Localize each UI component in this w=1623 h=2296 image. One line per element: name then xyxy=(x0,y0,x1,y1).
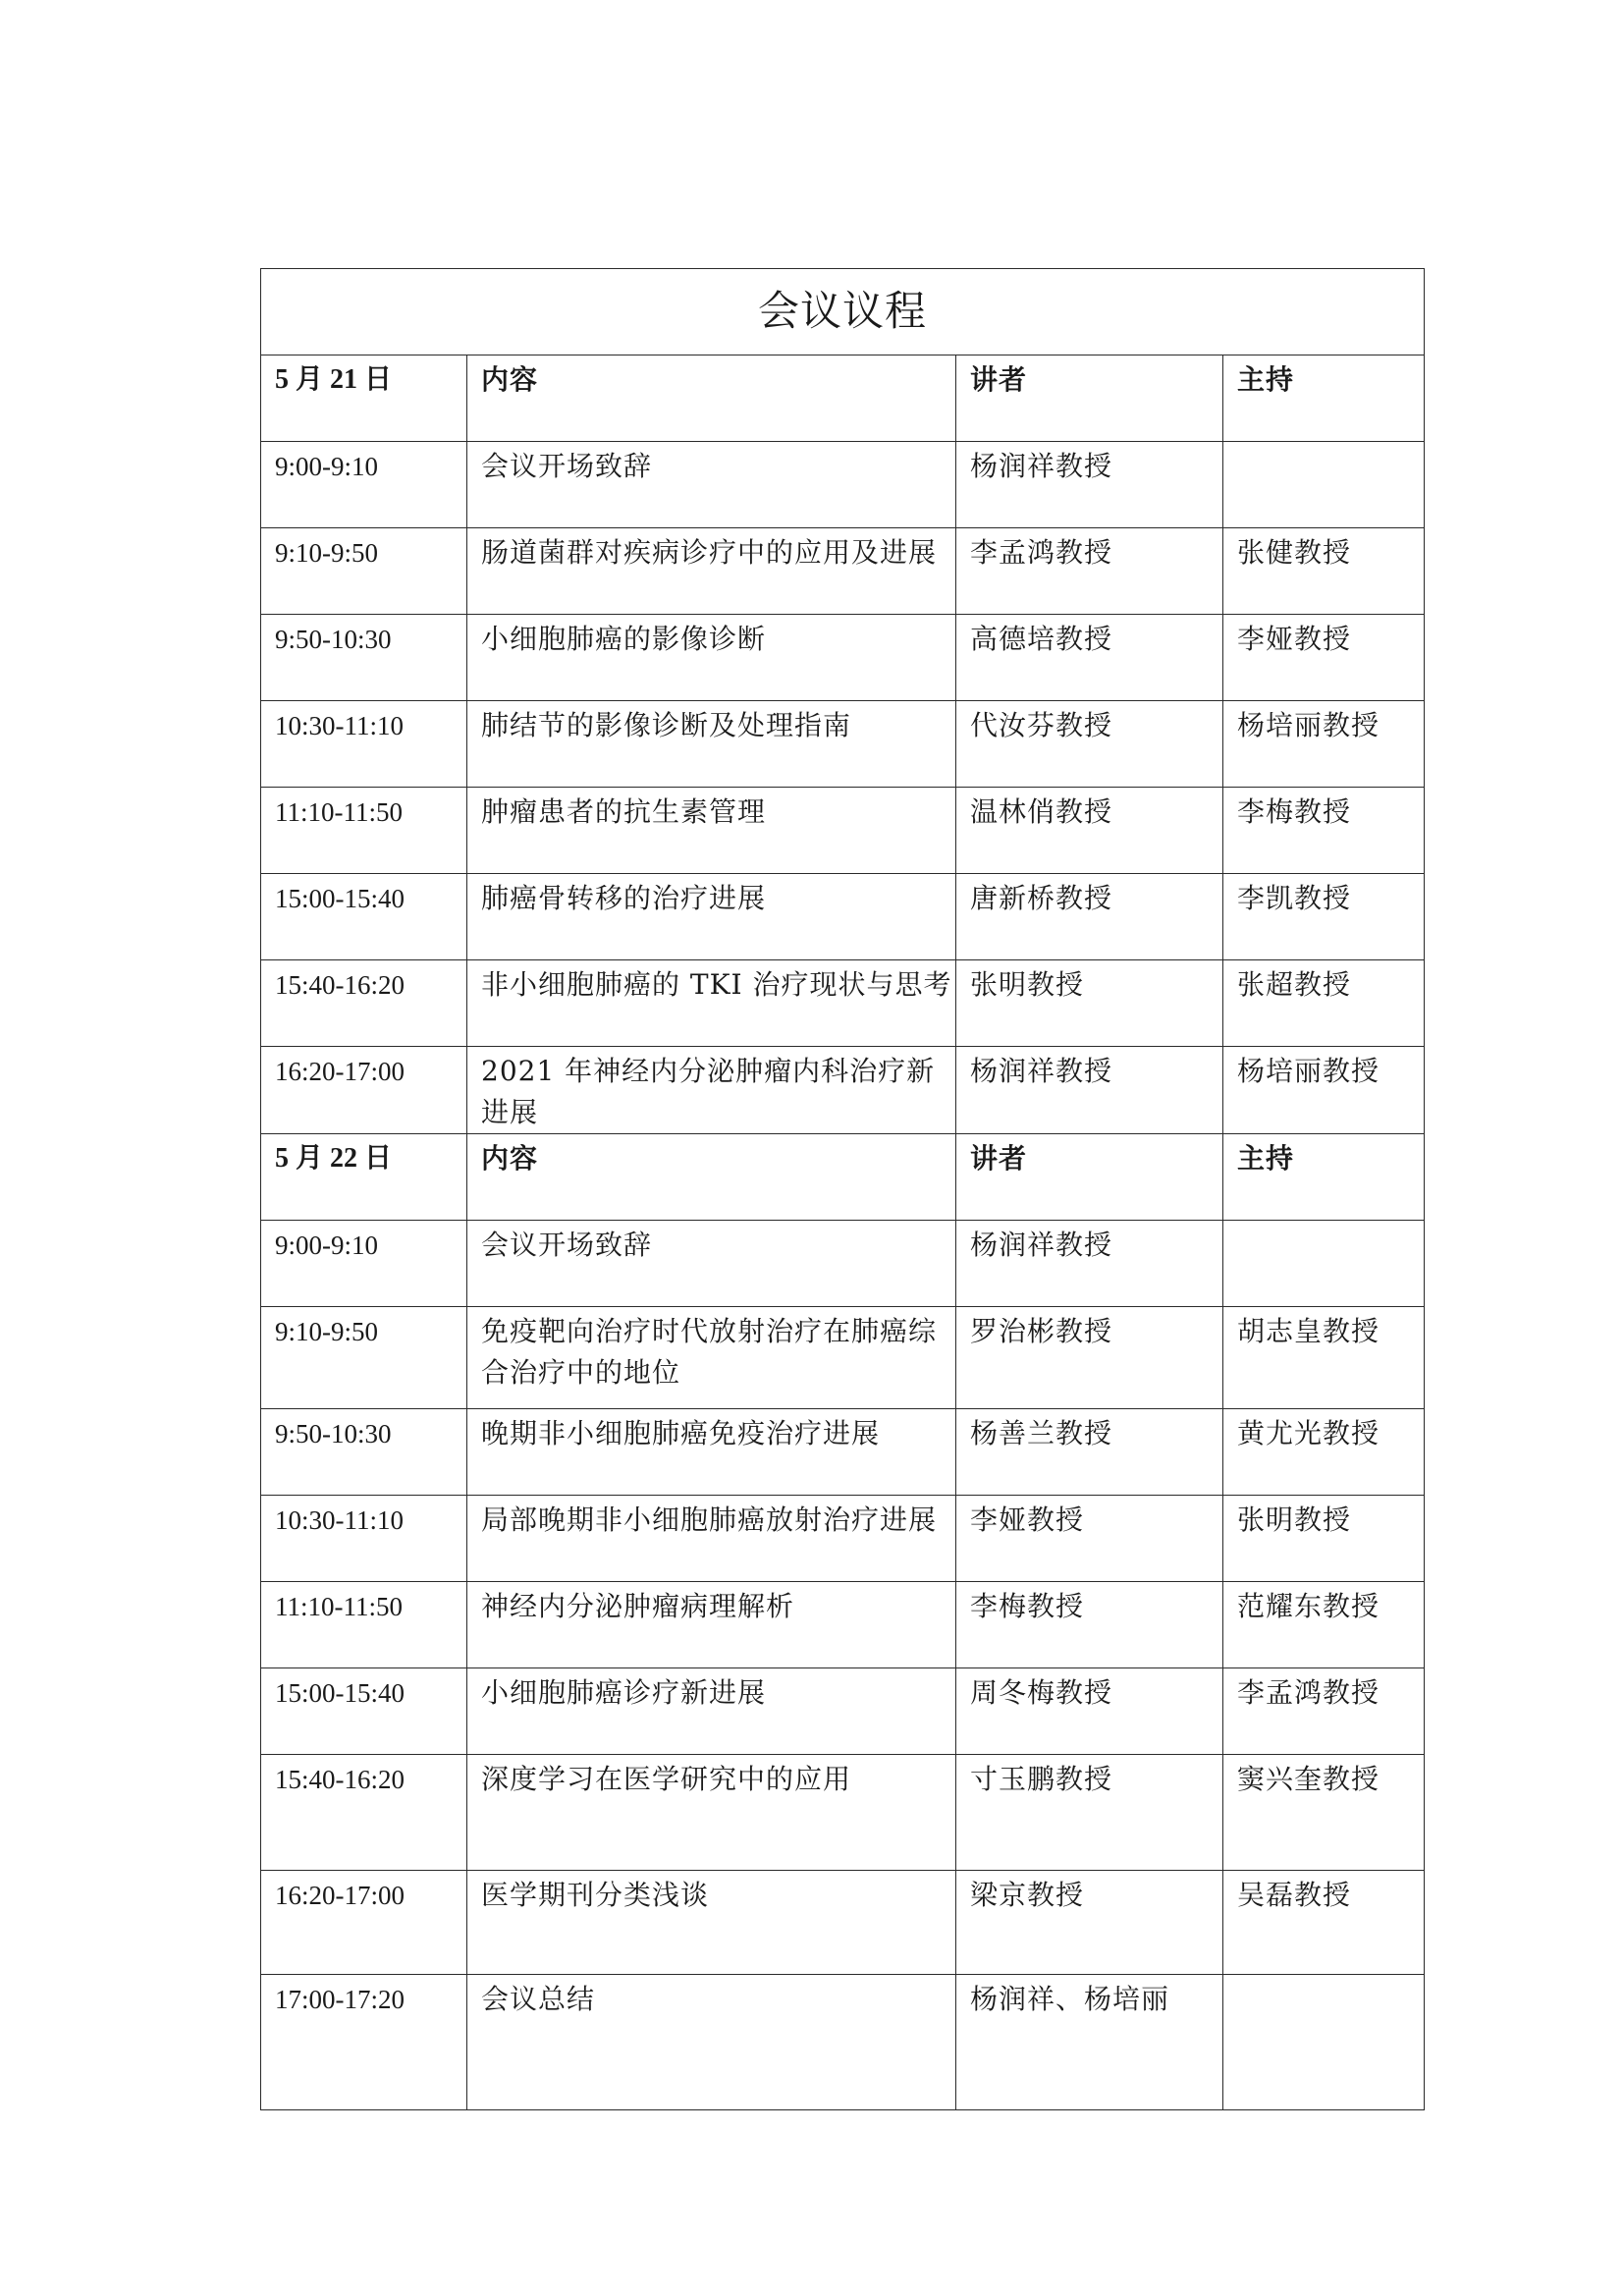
speaker-header: 讲者 xyxy=(956,355,1223,442)
day-date-cell: 5 月 22 日 xyxy=(261,1134,467,1221)
agenda-row xyxy=(261,1582,1425,1668)
host-cell: 杨培丽教授 xyxy=(1223,1047,1425,1134)
host-cell xyxy=(1223,442,1425,528)
agenda-table xyxy=(260,268,1425,2110)
time-cell: 11:10-11:50 xyxy=(261,788,467,874)
host-cell: 张超教授 xyxy=(1223,960,1425,1047)
agenda-title: 会议议程 xyxy=(261,269,1425,355)
speaker-cell: 杨润祥教授 xyxy=(956,1047,1223,1134)
speaker-header: 讲者 xyxy=(956,1134,1223,1221)
host-cell: 张明教授 xyxy=(1223,1496,1425,1582)
host-cell: 李梅教授 xyxy=(1223,788,1425,874)
time-cell: 15:40-16:20 xyxy=(261,1755,467,1871)
time-cell: 9:10-9:50 xyxy=(261,1307,467,1409)
host-cell: 李娅教授 xyxy=(1223,615,1425,701)
agenda-row xyxy=(261,1975,1425,2110)
speaker-cell: 高德培教授 xyxy=(956,615,1223,701)
speaker-cell: 温林俏教授 xyxy=(956,788,1223,874)
time-cell: 9:00-9:10 xyxy=(261,1221,467,1307)
topic-cell: 肠道菌群对疾病诊疗中的应用及进展 xyxy=(467,528,956,615)
host-cell xyxy=(1223,1221,1425,1307)
topic-cell: 肿瘤患者的抗生素管理 xyxy=(467,788,956,874)
time-cell: 15:40-16:20 xyxy=(261,960,467,1047)
host-cell: 张健教授 xyxy=(1223,528,1425,615)
speaker-cell: 张明教授 xyxy=(956,960,1223,1047)
topic-cell: 会议开场致辞 xyxy=(467,442,956,528)
time-cell: 9:50-10:30 xyxy=(261,1409,467,1496)
agenda-row xyxy=(261,1668,1425,1755)
speaker-cell: 梁京教授 xyxy=(956,1871,1223,1975)
speaker-cell: 李梅教授 xyxy=(956,1582,1223,1668)
agenda-row xyxy=(261,1307,1425,1409)
host-cell: 窦兴奎教授 xyxy=(1223,1755,1425,1871)
topic-cell: 会议开场致辞 xyxy=(467,1221,956,1307)
host-cell: 杨培丽教授 xyxy=(1223,701,1425,788)
topic-cell: 神经内分泌肿瘤病理解析 xyxy=(467,1582,956,1668)
time-cell: 15:00-15:40 xyxy=(261,874,467,960)
speaker-cell: 李娅教授 xyxy=(956,1496,1223,1582)
time-cell: 16:20-17:00 xyxy=(261,1047,467,1134)
agenda-row xyxy=(261,788,1425,874)
host-cell: 范耀东教授 xyxy=(1223,1582,1425,1668)
topic-cell: 肺癌骨转移的治疗进展 xyxy=(467,874,956,960)
agenda-row xyxy=(261,1221,1425,1307)
host-cell: 吴磊教授 xyxy=(1223,1871,1425,1975)
time-cell: 17:00-17:20 xyxy=(261,1975,467,2110)
content-header: 内容 xyxy=(467,355,956,442)
agenda-row xyxy=(261,442,1425,528)
speaker-cell: 代汝芬教授 xyxy=(956,701,1223,788)
speaker-cell: 杨善兰教授 xyxy=(956,1409,1223,1496)
time-cell: 10:30-11:10 xyxy=(261,701,467,788)
time-cell: 10:30-11:10 xyxy=(261,1496,467,1582)
host-cell xyxy=(1223,1975,1425,2110)
agenda-row xyxy=(261,1871,1425,1975)
topic-cell: 小细胞肺癌的影像诊断 xyxy=(467,615,956,701)
time-cell: 15:00-15:40 xyxy=(261,1668,467,1755)
speaker-cell: 李孟鸿教授 xyxy=(956,528,1223,615)
agenda-row xyxy=(261,874,1425,960)
topic-cell: 医学期刊分类浅谈 xyxy=(467,1871,956,1975)
speaker-cell: 杨润祥、杨培丽 xyxy=(956,1975,1223,2110)
agenda-row xyxy=(261,960,1425,1047)
agenda-row xyxy=(261,1047,1425,1134)
host-header: 主持 xyxy=(1223,355,1425,442)
topic-cell: 会议总结 xyxy=(467,1975,956,2110)
time-cell: 11:10-11:50 xyxy=(261,1582,467,1668)
agenda-row xyxy=(261,1755,1425,1871)
agenda-row xyxy=(261,701,1425,788)
agenda-row xyxy=(261,1496,1425,1582)
topic-cell: 晚期非小细胞肺癌免疫治疗进展 xyxy=(467,1409,956,1496)
speaker-cell: 罗治彬教授 xyxy=(956,1307,1223,1409)
time-cell: 16:20-17:00 xyxy=(261,1871,467,1975)
topic-cell: 深度学习在医学研究中的应用 xyxy=(467,1755,956,1871)
host-cell: 李凯教授 xyxy=(1223,874,1425,960)
speaker-cell: 周冬梅教授 xyxy=(956,1668,1223,1755)
speaker-cell: 唐新桥教授 xyxy=(956,874,1223,960)
speaker-cell: 寸玉鹏教授 xyxy=(956,1755,1223,1871)
topic-cell: 小细胞肺癌诊疗新进展 xyxy=(467,1668,956,1755)
agenda-row xyxy=(261,528,1425,615)
host-cell: 黄尤光教授 xyxy=(1223,1409,1425,1496)
day-header-row xyxy=(261,1134,1425,1221)
speaker-cell: 杨润祥教授 xyxy=(956,1221,1223,1307)
topic-cell: 肺结节的影像诊断及处理指南 xyxy=(467,701,956,788)
speaker-cell: 杨润祥教授 xyxy=(956,442,1223,528)
agenda-row xyxy=(261,615,1425,701)
time-cell: 9:00-9:10 xyxy=(261,442,467,528)
host-header: 主持 xyxy=(1223,1134,1425,1221)
time-cell: 9:10-9:50 xyxy=(261,528,467,615)
day-header-row xyxy=(261,355,1425,442)
topic-cell: 2021 年神经内分泌肿瘤内科治疗新进展 xyxy=(467,1047,956,1134)
host-cell: 李孟鸿教授 xyxy=(1223,1668,1425,1755)
topic-cell: 局部晚期非小细胞肺癌放射治疗进展 xyxy=(467,1496,956,1582)
time-cell: 9:50-10:30 xyxy=(261,615,467,701)
content-header: 内容 xyxy=(467,1134,956,1221)
host-cell: 胡志皇教授 xyxy=(1223,1307,1425,1409)
day-date-cell: 5 月 21 日 xyxy=(261,355,467,442)
agenda-row xyxy=(261,1409,1425,1496)
topic-cell: 免疫靶向治疗时代放射治疗在肺癌综合治疗中的地位 xyxy=(467,1307,956,1409)
topic-cell: 非小细胞肺癌的 TKI 治疗现状与思考 xyxy=(467,960,956,1047)
